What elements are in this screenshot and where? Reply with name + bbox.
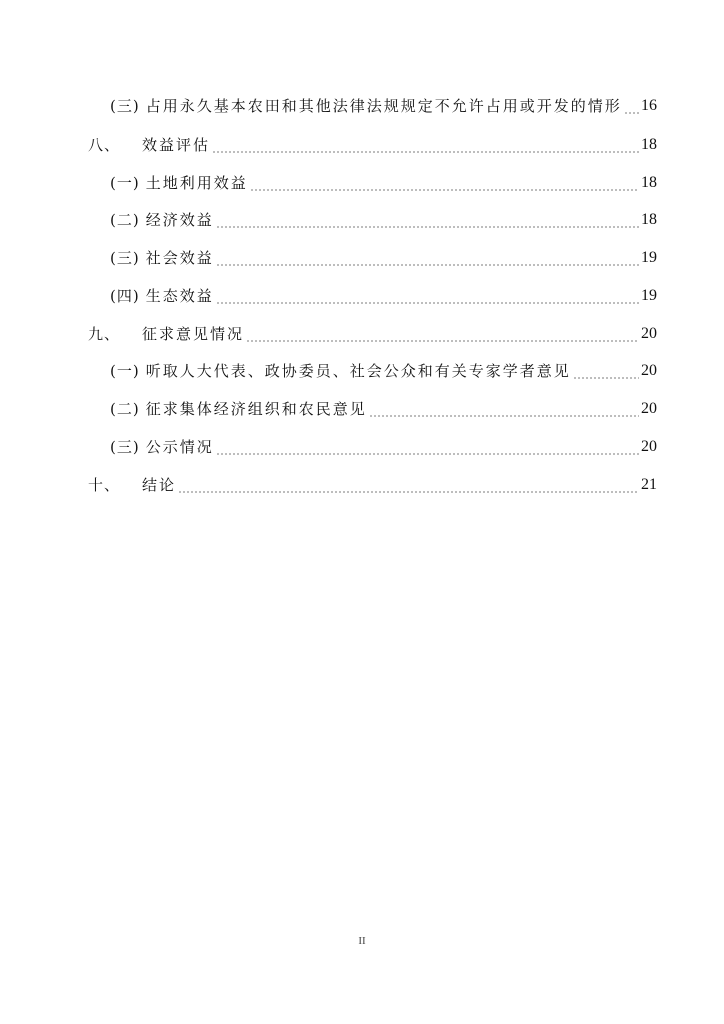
toc-entry-benefit-assessment[interactable] xyxy=(88,131,657,155)
toc-entry-number: (三) xyxy=(110,438,140,456)
toc-entry-collective-and-farmers[interactable] xyxy=(110,395,657,419)
toc-entry-title: 征求集体经济组织和农民意见 xyxy=(145,400,367,418)
dot-leader xyxy=(573,361,639,381)
toc-entry-title: 土地利用效益 xyxy=(145,174,248,192)
dot-leader xyxy=(216,286,639,306)
toc-entry-hear-representatives[interactable] xyxy=(110,357,657,381)
toc-entry-page: 16 xyxy=(641,97,657,114)
dot-leader xyxy=(624,96,639,116)
toc-entry-page: 18 xyxy=(641,174,657,191)
toc-entry-number: 九、 xyxy=(88,325,121,343)
toc-entry-page: 18 xyxy=(641,136,657,153)
toc-entry-opinion-solicitation[interactable] xyxy=(88,320,657,344)
toc-entry-economic-benefit[interactable] xyxy=(110,206,657,230)
toc-entry-page: 20 xyxy=(641,438,657,455)
toc-entry-page: 21 xyxy=(641,476,657,493)
toc-entry-conclusion[interactable] xyxy=(88,471,657,495)
toc-entry-number: (一) xyxy=(110,362,140,380)
dot-leader xyxy=(212,135,639,155)
toc-entry-number: (二) xyxy=(110,400,140,418)
toc-entry-number: (一) xyxy=(110,174,140,192)
toc-entry-social-benefit[interactable] xyxy=(110,244,657,268)
toc-entry-page: 20 xyxy=(641,400,657,417)
toc-entry-title: 征求意见情况 xyxy=(142,325,245,343)
toc-entry-number: 十、 xyxy=(88,476,121,494)
dot-leader xyxy=(216,437,639,457)
toc-entry-title: 效益评估 xyxy=(142,136,211,154)
toc-entry-page: 19 xyxy=(641,249,657,266)
page-number-footer: II xyxy=(358,935,366,947)
toc-entry-occupation-basic-farmland[interactable] xyxy=(110,92,657,116)
toc-entry-title: 社会效益 xyxy=(145,249,214,267)
toc-entry-title: 结论 xyxy=(142,476,177,494)
toc-entry-number: (四) xyxy=(110,287,140,305)
toc-entry-page: 20 xyxy=(641,325,657,342)
toc-entry-land-use-benefit[interactable] xyxy=(110,169,657,193)
toc-entry-page: 19 xyxy=(641,287,657,304)
toc-entry-number: 八、 xyxy=(88,136,121,154)
dot-leader xyxy=(369,399,639,419)
dot-leader xyxy=(216,248,639,268)
toc-entry-title: 听取人大代表、政协委员、社会公众和有关专家学者意见 xyxy=(145,362,571,380)
dot-leader xyxy=(178,475,639,495)
toc-entry-title: 占用永久基本农田和其他法律法规规定不允许占用或开发的情形 xyxy=(145,97,622,115)
toc-entry-page: 20 xyxy=(641,362,657,379)
toc-entry-title: 生态效益 xyxy=(145,287,214,305)
toc-entry-number: (二) xyxy=(110,211,140,229)
toc-entry-title: 经济效益 xyxy=(145,211,214,229)
toc-entry-number: (三) xyxy=(110,249,140,267)
toc-entry-page: 18 xyxy=(641,211,657,228)
toc-entry-title: 公示情况 xyxy=(145,438,214,456)
dot-leader xyxy=(250,173,639,193)
toc-entry-ecological-benefit[interactable] xyxy=(110,282,657,306)
toc-entry-public-notice[interactable] xyxy=(110,433,657,457)
dot-leader xyxy=(246,324,639,344)
dot-leader xyxy=(216,210,639,230)
toc-entry-number: (三) xyxy=(110,97,140,115)
